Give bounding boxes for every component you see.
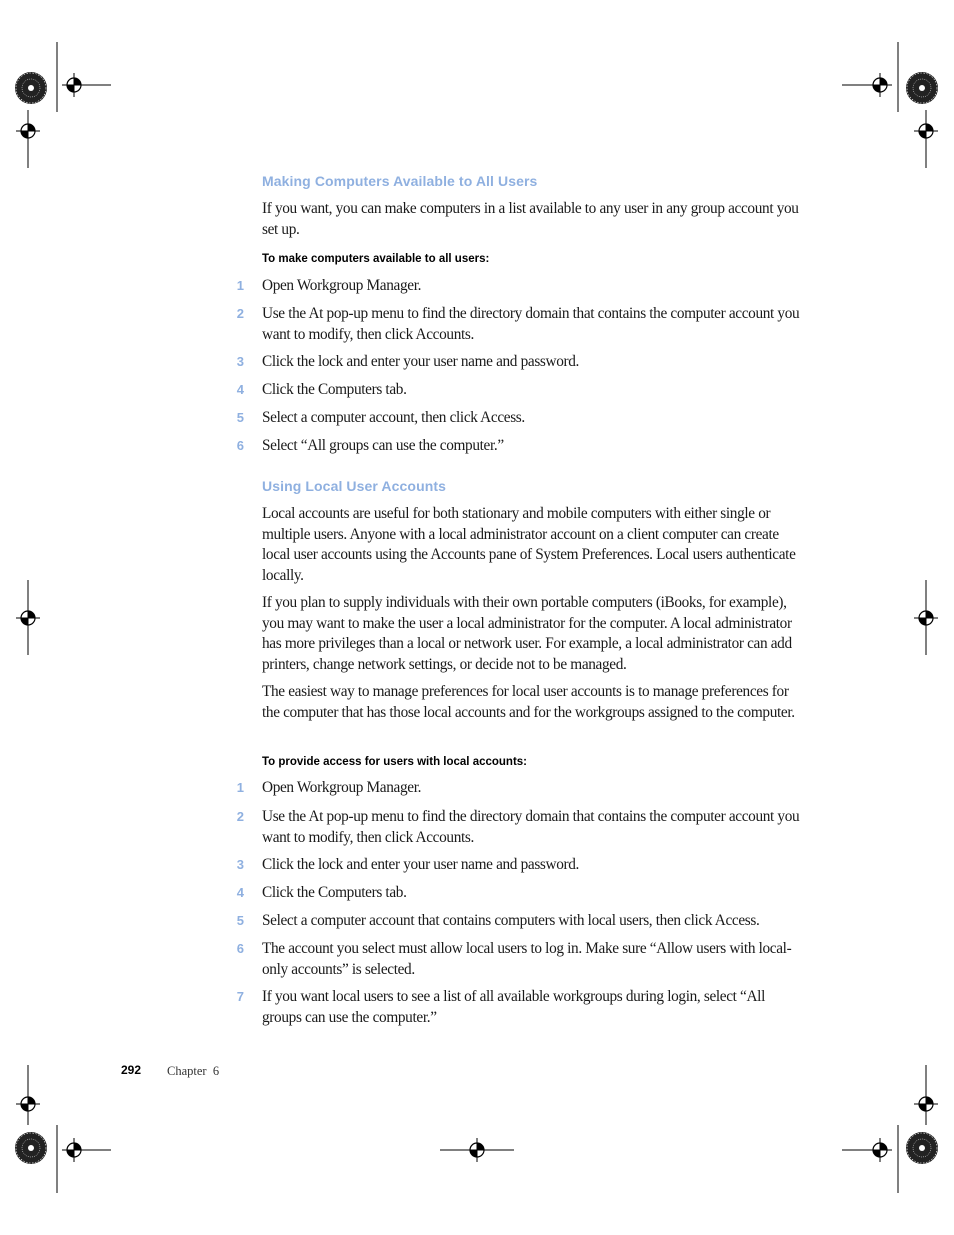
section-heading: Making Computers Available to All Users — [262, 173, 538, 189]
step-text: Select a computer account, then click Access. — [262, 409, 525, 426]
step-number: 3 — [236, 354, 244, 369]
step-text: Use the At pop-up menu to find the directory domain that contains the computer account you want to modify, then click Accounts. — [262, 808, 800, 846]
step-number: 4 — [236, 885, 244, 900]
section-heading: Using Local User Accounts — [262, 478, 447, 494]
step-number: 1 — [236, 780, 244, 795]
body-paragraph: Local accounts are useful for both stationary and mobile computers with either single or multiple users. Anyone with a local administrator account on a client computer can create local user accounts using the Accounts pane of System Preferences. Local users authenticate locally. — [262, 505, 796, 584]
step-text: Open Workgroup Manager. — [262, 779, 422, 796]
step-number: 4 — [236, 382, 244, 397]
step-number: 7 — [236, 989, 244, 1004]
procedure-title: To provide access for users with local accounts: — [262, 756, 528, 768]
step-text: Click the lock and enter your user name and password. — [262, 856, 580, 873]
body-paragraph: The easiest way to manage preferences for local user accounts is to manage preferences for the computer that has those local accounts and for the workgroups assigned to the computer. — [262, 683, 795, 721]
step-number: 6 — [236, 941, 244, 956]
step-text: If you want local users to see a list of all available workgroups during login, select “All groups can use the computer.” — [262, 988, 765, 1026]
step-text: Click the Computers tab. — [262, 884, 407, 901]
step-text: The account you select must allow local users to log in. Make sure “Allow users with local-only accounts” is selected. — [262, 940, 792, 978]
step-text: Click the lock and enter your user name and password. — [262, 353, 580, 370]
body-paragraph: If you want, you can make computers in a list available to any user in any group account you set up. — [262, 200, 799, 238]
step-text: Click the Computers tab. — [262, 381, 407, 398]
procedure-title: To make computers available to all users: — [262, 253, 490, 265]
step-text: Open Workgroup Manager. — [262, 277, 422, 294]
body-paragraph: If you plan to supply individuals with their own portable computers (iBooks, for example), you may want to make the user a local administrator for the computer. A local administrator has more privileges than a local or network user. For example, a local administrator can add printers, change network settings, or decide not to be managed. — [262, 594, 792, 673]
step-number: 5 — [236, 410, 244, 425]
step-text: Select “All groups can use the computer.” — [262, 437, 504, 454]
chapter-label: Chapter 6 — [167, 1064, 220, 1078]
page-number: 292 — [121, 1063, 142, 1077]
step-text: Select a computer account that contains computers with local users, then click Access. — [262, 912, 760, 929]
step-number: 2 — [236, 306, 244, 321]
step-number: 3 — [236, 857, 244, 872]
step-number: 6 — [236, 438, 244, 453]
step-text: Use the At pop-up menu to find the directory domain that contains the computer account you want to modify, then click Accounts. — [262, 305, 800, 343]
step-number: 5 — [236, 913, 244, 928]
step-number: 2 — [236, 809, 244, 824]
step-number: 1 — [236, 278, 244, 293]
